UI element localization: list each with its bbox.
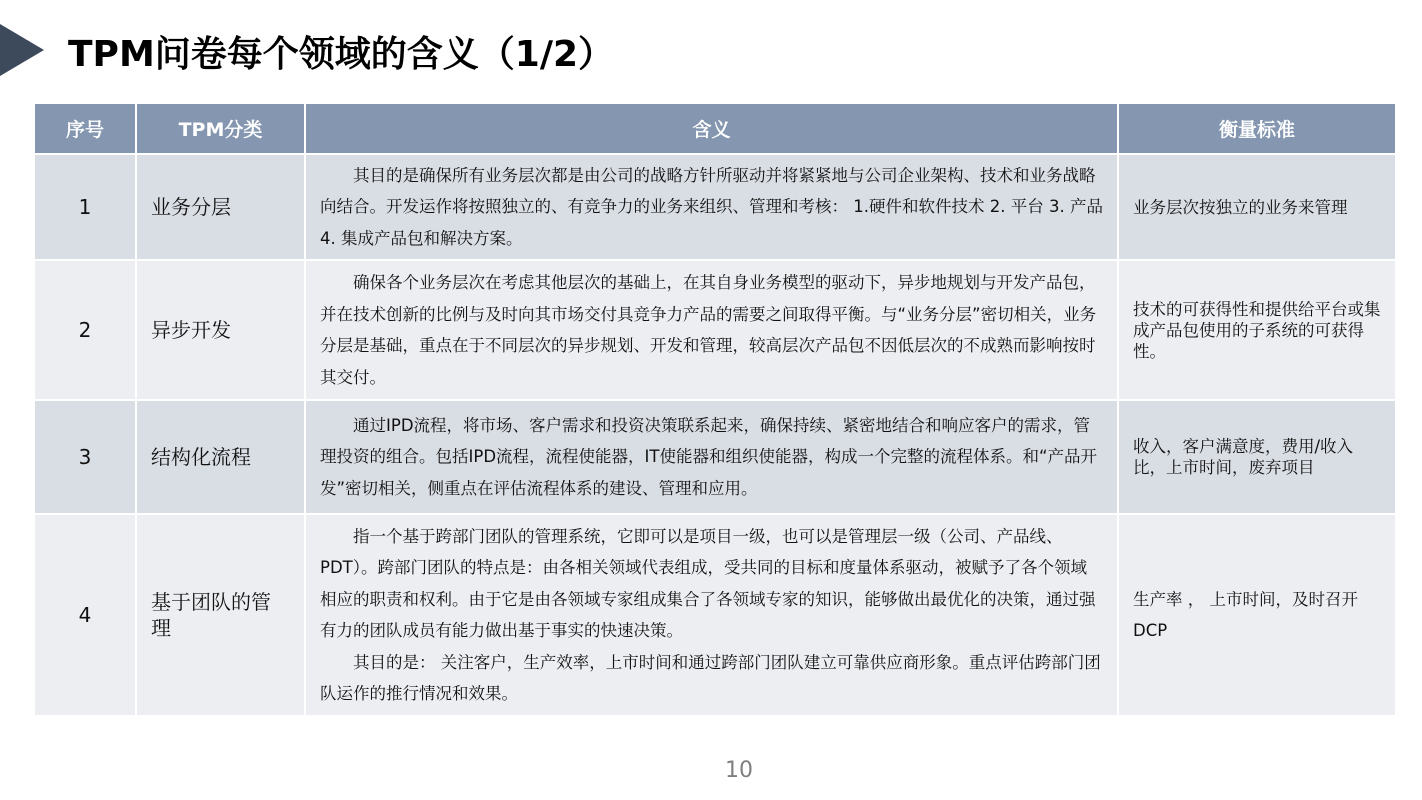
header-index: 序号 [34, 103, 136, 154]
header-meaning: 含义 [305, 103, 1118, 154]
row-metric: 业务层次按独立的业务来管理 [1118, 154, 1396, 260]
table-header-row [34, 103, 1396, 154]
description-paragraph: 通过IPD流程，将市场、客户需求和投资决策联系起来，确保持续、紧密地结合和响应客户的需求，管理投资的组合。包括IPD流程，流程使能器，IT使能器和组织使能器，构成一个完整的流程体系。和“产品开发”密切相关，侧重点在评估流程体系的建设、管理和应用。 [320, 415, 1098, 498]
page-number: 10 [725, 758, 753, 783]
table-row [34, 400, 1396, 514]
description-paragraph: 指一个基于跨部门团队的管理系统，它即可以是项目一级，也可以是管理层一级（公司、产品线、PDT）。跨部门团队的特点是：由各相关领域代表组成，受共同的目标和度量体系驱动，被赋予了各个领域相应的职责和权利。由于它是由各领域专家组成集合了各领域专家的知识，能够做出最优化的决策，通过强有力的团队成员有能力做出基于事实的快速决策。 [320, 526, 1096, 640]
row-category: 异步开发 [136, 260, 305, 400]
header-metric: 衡量标准 [1118, 103, 1396, 154]
row-category: 结构化流程 [136, 400, 305, 514]
table-row [34, 514, 1396, 716]
row-description [305, 154, 1118, 260]
header-category: TPM分类 [136, 103, 305, 154]
tpm-domain-table [33, 102, 1397, 717]
row-metric: 生产率 ， 上市时间，及时召开DCP [1118, 514, 1396, 716]
row-index: 1 [34, 154, 136, 260]
row-index: 2 [34, 260, 136, 400]
title-arrow-icon [0, 24, 44, 76]
row-description [305, 260, 1118, 400]
row-description [305, 400, 1118, 514]
row-metric: 收入，客户满意度，费用/收入比，上市时间，废弃项目 [1118, 400, 1396, 514]
table-row [34, 260, 1396, 400]
table-row [34, 154, 1396, 260]
description-paragraph: 其目的是： 关注客户，生产效率，上市时间和通过跨部门团队建立可靠供应商形象。重点评估跨部门团队运作的推行情况和效果。 [320, 652, 1101, 703]
description-paragraph: 其目的是确保所有业务层次都是由公司的战略方针所驱动并将紧紧地与公司企业架构、技术和业务战略向结合。开发运作将按照独立的、有竞争力的业务来组织、管理和考核： 1.硬件和软件技术 2. 平台 3. 产品 4. 集成产品包和解决方案。 [320, 165, 1103, 248]
page-title: TPM问卷每个领域的含义（1/2） [68, 34, 615, 75]
row-index: 3 [34, 400, 136, 514]
row-category: 基于团队的管理 [136, 514, 305, 716]
description-paragraph: 确保各个业务层次在考虑其他层次的基础上，在其自身业务模型的驱动下，异步地规划与开发产品包，并在技术创新的比例与及时向其市场交付具竞争力产品的需要之间取得平衡。与“业务分层”密切相关，业务分层是基础，重点在于不同层次的异步规划、开发和管理，较高层次产品包不因低层次的不成熟而影响按时其交付。 [320, 273, 1097, 387]
row-description [305, 514, 1118, 716]
row-index: 4 [34, 514, 136, 716]
row-category: 业务分层 [136, 154, 305, 260]
row-metric: 技术的可获得性和提供给平台或集成产品包使用的子系统的可获得性。 [1118, 260, 1396, 400]
